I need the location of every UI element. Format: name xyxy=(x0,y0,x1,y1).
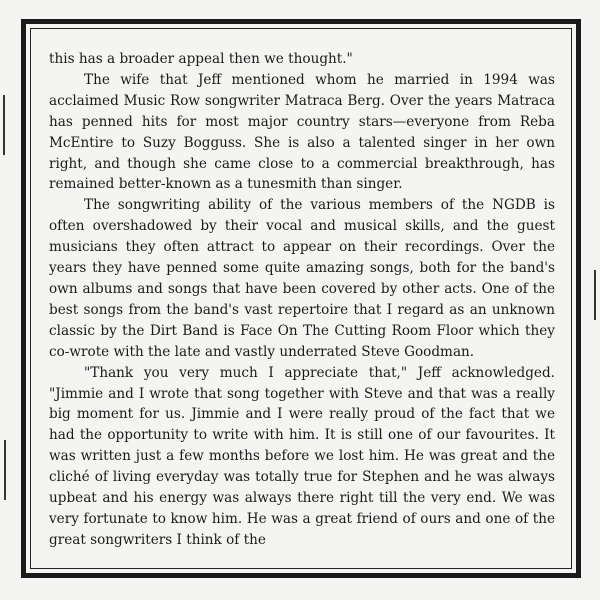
right-edge-mark xyxy=(594,270,596,320)
body-text xyxy=(49,49,555,551)
paragraph: The wife that Jeff mentioned whom he married in 1994 was acclaimed Music Row songwriter Matraca Berg. Over the years Matraca has penned hits for most major country stars—everyone from Reba McEntire to Suzy Bogguss. She is also a talented singer in her own right, and though she came close to a commercial breakthrough, has remained better-known as a tunesmith than singer. xyxy=(49,71,555,193)
left-edge-mark xyxy=(3,95,5,155)
left-edge-mark xyxy=(4,440,6,500)
paragraph-continuation: this has a broader appeal then we thought." xyxy=(49,51,353,67)
paragraph: "Thank you very much I appreciate that," Jeff acknowledged. "Jimmie and I wrote that song together with Steve and that was a really big moment for us. Jimmie and I were really proud of the fact that we had the opportunity to write with him. It is still one of our favourites. It was written just a few months before we lost him. He was great and the cliché of living everyday was totally true for Stephen and he was always upbeat and his energy was always there right till the very end. We was very fortunate to know him. He was a great friend of ours and one of the great songwriters I think of the xyxy=(49,364,555,548)
paragraph: The songwriting ability of the various members of the NGDB is often overshadowed by their vocal and musical skills, and the guest musicians they often attract to appear on their recordings. Over the years they have penned some quite amazing songs, both for the band's own albums and songs that have been covered by other acts. One of the best songs from the band's vast repertoire that I regard as an unknown classic by the Dirt Band is Face On The Cutting Room Floor which they co-wrote with the late and vastly underrated Steve Goodman. xyxy=(49,197,555,360)
